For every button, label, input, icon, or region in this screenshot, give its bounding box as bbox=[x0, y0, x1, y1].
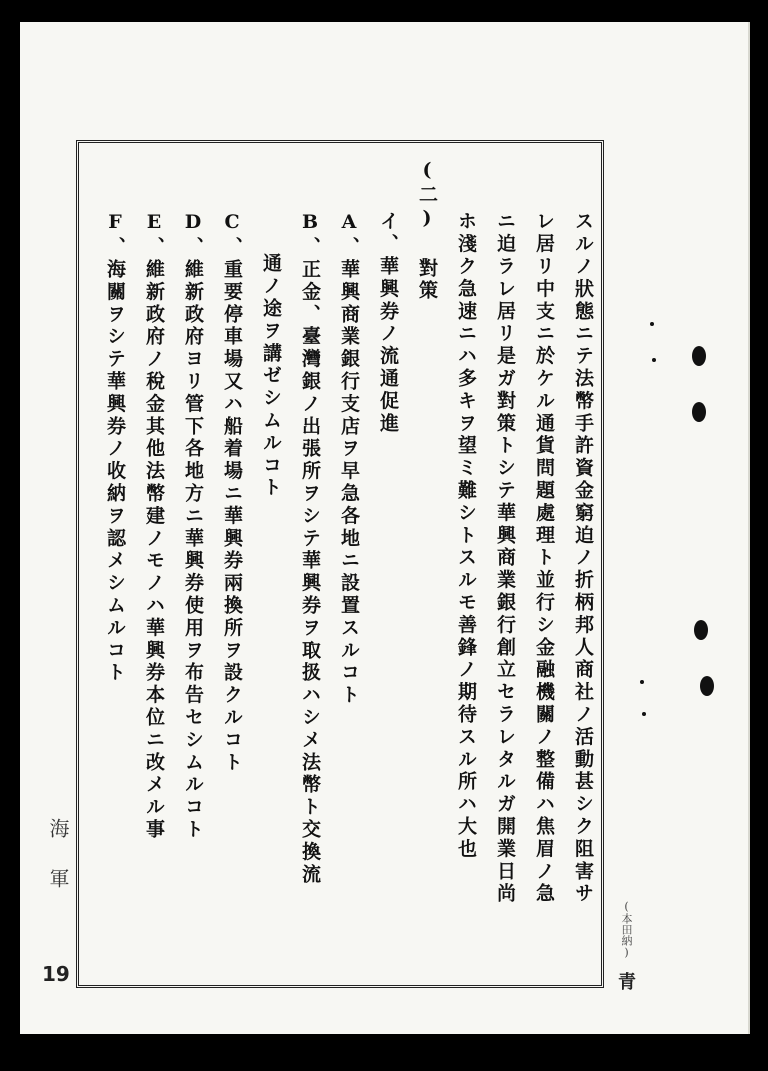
margin-dot-4 bbox=[642, 712, 646, 716]
item-f: F、海關ヲシテ華興券ノ收納ヲ認メシムルコト bbox=[104, 211, 126, 685]
text-line-1: スルノ狀態ニテ法幣手許資金窮迫ノ折柄邦人商社ノ活動甚シク阻害サ bbox=[572, 211, 594, 906]
item-a: A、華興商業銀行支店ヲ早急各地ニ設置スルコト bbox=[338, 211, 360, 707]
subsection-heading: イ、華興券ノ流通促進 bbox=[377, 211, 399, 435]
text-frame bbox=[76, 140, 604, 988]
text-line-2: レ居リ中支ニ於ケル通貨問題處理ト並行シ金融機關ノ整備ハ焦眉ノ急 bbox=[533, 211, 555, 906]
binding-hole-2 bbox=[692, 402, 706, 422]
binding-hole-1 bbox=[692, 346, 706, 366]
section-heading: (二) 對策 bbox=[416, 159, 438, 303]
binding-hole-4 bbox=[700, 676, 714, 696]
filing-stamp: (本田納) bbox=[620, 900, 633, 959]
item-c: C、重要停車場又ハ船着場ニ華興券兩換所ヲ設クルコト bbox=[221, 211, 243, 774]
item-d: D、維新政府ヨリ管下各地方ニ華興券使用ヲ布告セシムルコト bbox=[182, 211, 204, 842]
seal-stamp: 青 bbox=[618, 972, 636, 993]
text-line-4: ホ淺ク急速ニハ多キヲ望ミ難シトスルモ善鋒ノ期待スル所ハ大也 bbox=[455, 211, 477, 861]
margin-dot-3 bbox=[640, 680, 644, 684]
margin-dot-2 bbox=[652, 358, 656, 362]
item-e: E、維新政府ノ稅金其他法幣建ノモノハ華興券本位ニ改メル事 bbox=[143, 211, 165, 842]
text-line-3: ニ迫ラレ居リ是ガ對策トシテ華興商業銀行創立セラレタルガ開業日尚 bbox=[494, 211, 516, 906]
binding-hole-3 bbox=[694, 620, 708, 640]
margin-label: 海軍 bbox=[46, 818, 70, 918]
margin-dot-1 bbox=[650, 322, 654, 326]
page-number: 19 bbox=[42, 962, 70, 986]
item-b: B、正金、臺灣銀ノ出張所ヲシテ華興券ヲ取扱ハシメ法幣ト交換流 bbox=[299, 211, 321, 886]
item-b-continued: 通ノ途ヲ講ゼシムルコト bbox=[260, 253, 282, 500]
